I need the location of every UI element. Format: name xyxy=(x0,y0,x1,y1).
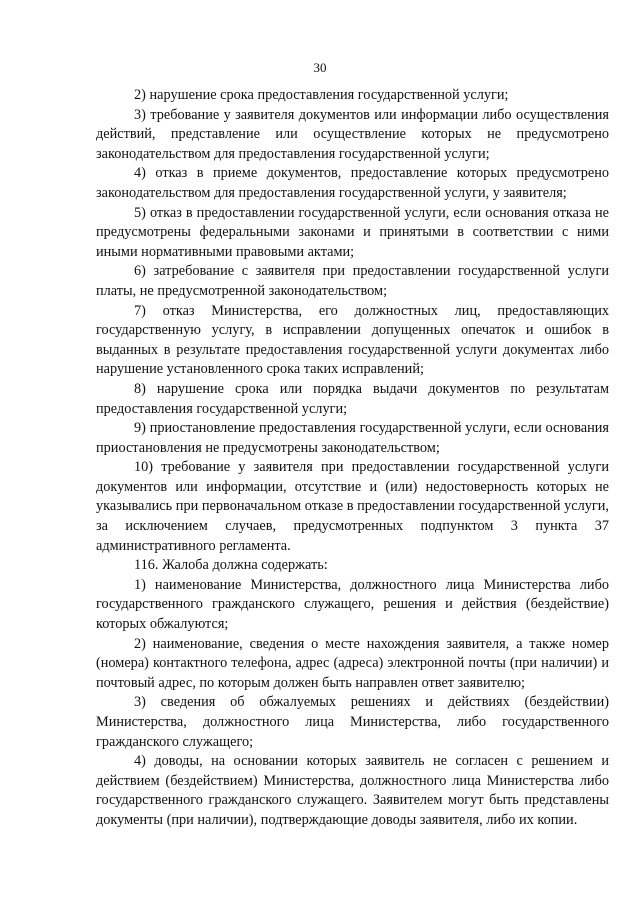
paragraph-complaint-item-3: 3) сведения об обжалуемых решениях и действиях (бездействии) Министерства, должностного лица Министерства, либо государственного гражданского служащего; xyxy=(96,694,609,750)
document-body xyxy=(96,86,609,831)
paragraph-complaint-item-2: 2) наименование, сведения о месте нахождения заявителя, а также номер (номера) контактного телефона, адрес (адреса) электронной почты (при наличии) и почтовый адрес, по которым должен быть направлен ответ заявителю; xyxy=(96,635,609,691)
paragraph-complaint-item-1: 1) наименование Министерства, должностного лица Министерства либо государственного гражданского служащего, решения и действия (бездействие) которых обжалуются; xyxy=(96,576,609,633)
page-number: 30 xyxy=(313,60,327,75)
paragraph-item-9-suspension: 9) приостановление предоставления государственной услуги, если основания приостановления не предусмотрены законодательством; xyxy=(96,420,609,456)
paragraph-item-8-issuance-violation: 8) нарушение срока или порядка выдачи документов по результатам предоставления государственной услуги; xyxy=(96,380,609,417)
paragraph-item-2-violation-of-term: 2) нарушение срока предоставления государственной услуги; xyxy=(134,87,509,103)
paragraph-item-5-refusal-to-provide: 5) отказ в предоставлении государственной услуги, если основания отказа не предусмотрены федеральными законами и принятыми в соответствии с ними иными нормативными правовыми актами; xyxy=(96,204,609,260)
paragraph-item-7-refusal-to-correct: 7) отказ Министерства, его должностных лиц, предоставляющих государственную услугу, в исправлении допущенных опечаток и ошибок в выданных в результате предоставления государственной услуги документах либо нарушение установленного срока таких исправлений; xyxy=(96,302,609,378)
paragraph-item-4-refusal-to-accept: 4) отказ в приеме документов, предоставление которых предусмотрено законодательством для предоставления государственной услуги, у заявителя; xyxy=(96,165,609,201)
paragraph-item-10-repeat-request: 10) требование у заявителя при предоставлении государственной услуги документов или информации, отсутствие и (или) недостоверность которых не указывались при первоначальном отказе в предоставлении государственной услуги, за исключением случаев, предусмотренных подпунктом 3 пункта 37 административного регламента. xyxy=(96,459,609,554)
paragraph-section-116-heading: 116. Жалоба должна содержать: xyxy=(134,557,328,574)
paragraph-complaint-item-4: 4) доводы, на основании которых заявитель не согласен с решением и действием (бездействием) Министерства, должностного лица Министерства либо государственного гражданского служащего. Заявителем могут быть представлены документы (при наличии), подтверждающие доводы заявителя, либо их копии. xyxy=(96,753,609,828)
paragraph-item-6-fee-demand: 6) затребование с заявителя при предоставлении государственной услуги платы, не предусмотренной законодательством; xyxy=(96,263,609,299)
paragraph-item-3-document-request: 3) требование у заявителя документов или информации либо осуществления действий, представление или осуществление которых не предусмотрено законодательством для предоставления государственной услуги; xyxy=(96,106,609,162)
